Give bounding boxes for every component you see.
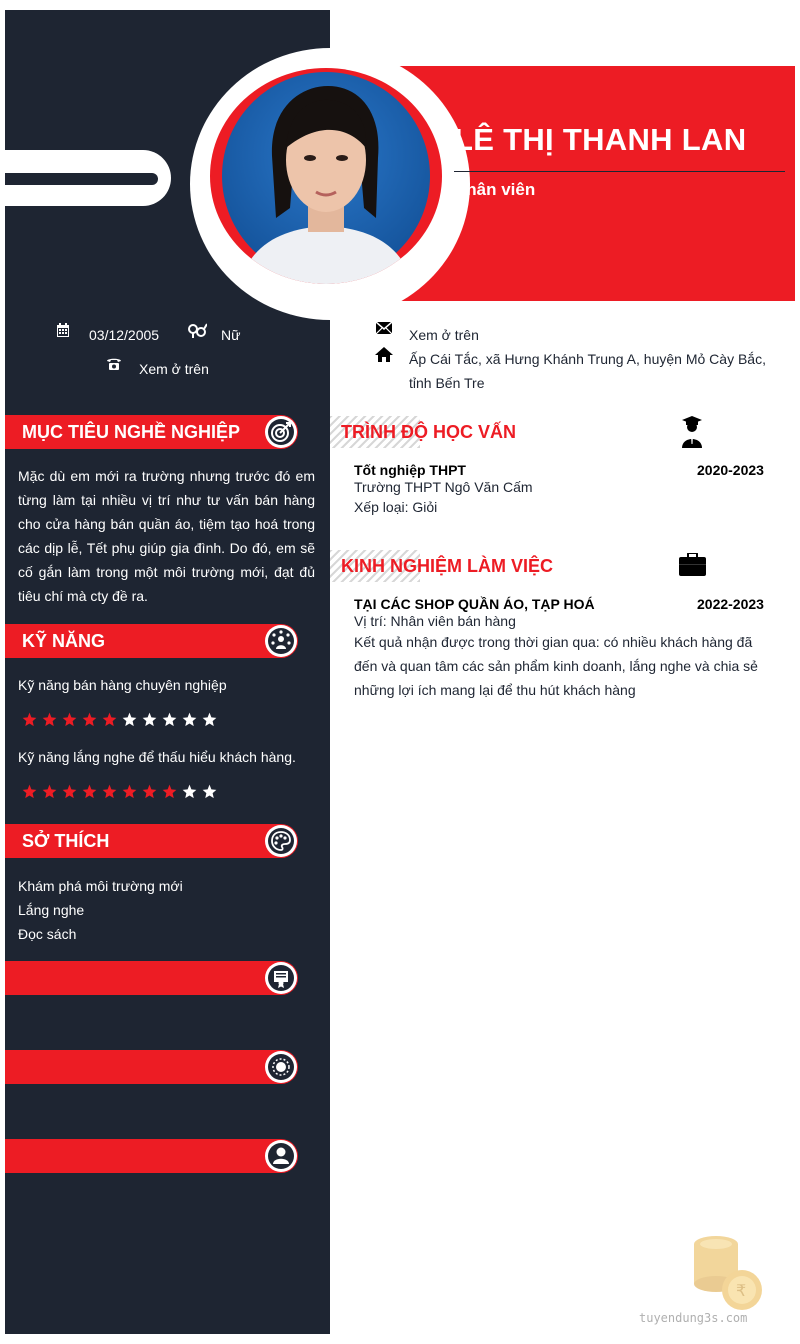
hobby-1: Khám phá môi trường mới xyxy=(18,878,183,894)
star-empty-icon xyxy=(202,784,217,799)
star-filled-icon xyxy=(62,712,77,727)
star-filled-icon xyxy=(82,784,97,799)
name-divider xyxy=(454,171,785,172)
skill-rating-1 xyxy=(22,712,217,727)
star-filled-icon xyxy=(22,712,37,727)
person-icon xyxy=(265,1140,297,1172)
certificate-icon xyxy=(265,962,297,994)
star-empty-icon xyxy=(142,712,157,727)
star-empty-icon xyxy=(202,712,217,727)
objective-title: MỤC TIÊU NGHỀ NGHIỆP xyxy=(22,422,241,442)
objective-text: Mặc dù em mới ra trường nhưng trước đó em từng làm tại nhiều vị trí như tư vấn bán hàng cho cửa hàng bán quần áo, tiệm tạo hoá trong các dịp lễ, Tết phụ giúp gia đình. Do đó, em sẽ cố gắn làm trong một môi trường mới, đạt đủ tiêu chí mà cty đề ra. xyxy=(18,468,315,604)
objective-header xyxy=(5,415,298,449)
job-position: Nhân viên xyxy=(454,180,536,199)
decor-pill-inner xyxy=(5,173,158,185)
experience-role: Vị trí: Nhân viên bán hàng xyxy=(354,613,516,629)
email: Xem ở trên xyxy=(409,327,479,343)
experience-result: Kết quả nhận được trong thời gian qua: có nhiều khách hàng đã đến và quan tâm các sản phẩm kinh doanh, lắng nghe và chia sẻ những lợi ích mang lại để thu hút khách hàng xyxy=(354,634,758,698)
star-filled-icon xyxy=(82,712,97,727)
references-header xyxy=(5,1139,298,1173)
education-degree: Tốt nghiệp THPT xyxy=(354,462,466,478)
hobbies-title: SỞ THÍCH xyxy=(22,831,110,851)
awards-header xyxy=(5,1050,298,1084)
graduate-icon xyxy=(680,416,704,448)
certificates-header xyxy=(5,961,298,995)
star-filled-icon xyxy=(122,784,137,799)
skill-rating-2 xyxy=(22,784,217,799)
award-icon xyxy=(265,1051,297,1083)
svg-text:₹: ₹ xyxy=(736,1281,747,1300)
gender: Nữ xyxy=(221,327,241,343)
star-filled-icon xyxy=(162,784,177,799)
star-filled-icon xyxy=(142,784,157,799)
target-icon xyxy=(265,416,297,448)
star-filled-icon xyxy=(42,712,57,727)
education-school: Trường THPT Ngô Văn Cấm xyxy=(354,479,533,495)
skills-header xyxy=(5,624,298,658)
experience-title: KINH NGHIỆM LÀM VIỆC xyxy=(341,556,554,576)
star-filled-icon xyxy=(42,784,57,799)
address-line-2: tỉnh Bến Tre xyxy=(409,375,485,391)
skill-label-1: Kỹ năng bán hàng chuyên nghiệp xyxy=(18,677,227,693)
star-filled-icon xyxy=(62,784,77,799)
experience-years: 2022-2023 xyxy=(697,596,764,612)
birthdate: 03/12/2005 xyxy=(89,327,160,343)
hobby-2: Lắng nghe xyxy=(18,902,85,918)
coins-icon xyxy=(690,1234,768,1312)
star-filled-icon xyxy=(102,784,117,799)
star-empty-icon xyxy=(122,712,137,727)
hobby-3: Đọc sách xyxy=(18,926,77,942)
education-title: TRÌNH ĐỘ HỌC VẤN xyxy=(341,422,516,442)
hobbies-header xyxy=(5,824,298,858)
phone-icon xyxy=(106,357,122,371)
skills-icon xyxy=(265,625,297,657)
phone: Xem ở trên xyxy=(139,361,209,377)
address-line-1: Ấp Cái Tắc, xã Hưng Khánh Trung A, huyện Mỏ Cày Bắc, xyxy=(409,351,766,367)
experience-company: TẠI CÁC SHOP QUẦN ÁO, TẠP HOÁ xyxy=(354,596,595,612)
skill-label-2: Kỹ năng lắng nghe để thấu hiểu khách hàng. xyxy=(18,749,296,765)
star-filled-icon xyxy=(22,784,37,799)
palette-icon xyxy=(265,825,297,857)
avatar xyxy=(210,68,442,284)
star-filled-icon xyxy=(102,712,117,727)
education-years: 2020-2023 xyxy=(697,462,764,478)
star-empty-icon xyxy=(182,784,197,799)
education-grade: Xếp loại: Giỏi xyxy=(354,499,438,515)
home-icon xyxy=(375,347,393,362)
watermark: tuyendung3s.com xyxy=(639,1311,748,1325)
skills-title: KỸ NĂNG xyxy=(22,631,106,651)
calendar-icon xyxy=(56,323,70,338)
full-name: LÊ THỊ THANH LAN xyxy=(454,122,747,157)
briefcase-icon xyxy=(679,553,706,576)
star-empty-icon xyxy=(162,712,177,727)
gender-icon xyxy=(187,323,207,338)
mail-icon xyxy=(376,322,392,334)
star-empty-icon xyxy=(182,712,197,727)
